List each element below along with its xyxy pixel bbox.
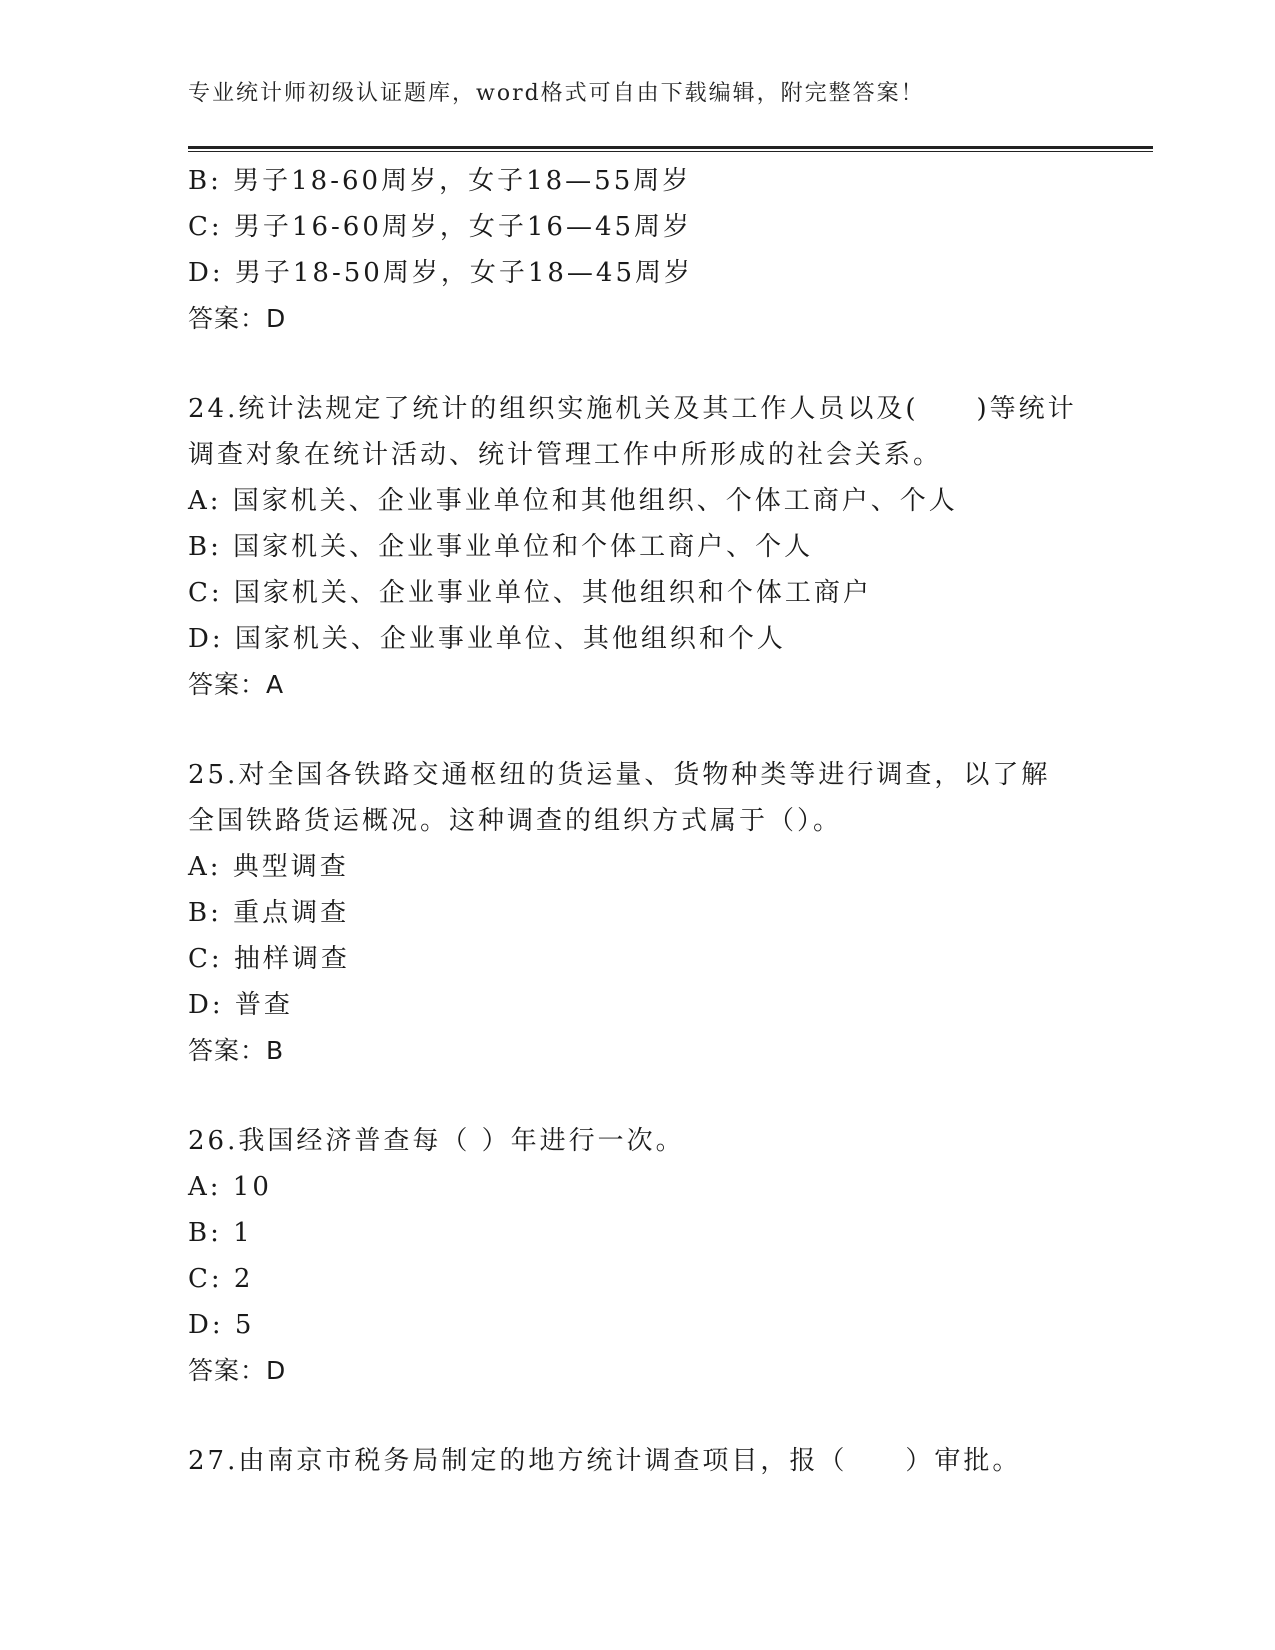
question-stem: 26.我国经济普查每（ ）年进行一次。: [188, 1126, 685, 1156]
answer-label: 答案：D: [188, 304, 287, 333]
option-d: D: 5: [188, 1310, 255, 1340]
question-content: [188, 158, 1088, 1484]
question-block-26: [188, 1118, 1088, 1394]
question-block-25: [188, 752, 1088, 1074]
option-c: C: 抽样调查: [188, 944, 350, 974]
option-b: B: 国家机关、企业事业单位和个体工商户、个人: [188, 532, 814, 562]
page-header: 专业统计师初级认证题库，word格式可自由下载编辑，附完整答案！: [188, 81, 925, 106]
question-stem: 27.由南京市税务局制定的地方统计调查项目，报（ ）审批。: [188, 1446, 1022, 1476]
question-block-27: [188, 1438, 1088, 1484]
option-a: A: 国家机关、企业事业单位和其他组织、个体工商户、个人: [188, 486, 958, 516]
header-divider-thin: [188, 151, 1153, 152]
option-c: C: 2: [188, 1264, 254, 1294]
question-block-24: [188, 386, 1088, 708]
option-b: B: 男子18-60周岁，女子18—55周岁: [188, 166, 692, 196]
option-d: D: 男子18-50周岁，女子18—45周岁: [188, 258, 693, 288]
option-d: D: 普查: [188, 990, 293, 1020]
answer-label: 答案：B: [188, 1036, 285, 1065]
option-c: C: 男子16-60周岁，女子16—45周岁: [188, 212, 693, 242]
option-d: D: 国家机关、企业事业单位、其他组织和个人: [188, 624, 786, 654]
option-b: B: 1: [188, 1218, 253, 1248]
question-stem: 25.对全国各铁路交通枢纽的货运量、货物种类等进行调查，以了解全国铁路货运概况。这种调查的组织方式属于（）。: [188, 760, 1051, 836]
option-c: C: 国家机关、企业事业单位、其他组织和个体工商户: [188, 578, 872, 608]
option-b: B: 重点调查: [188, 898, 350, 928]
header-divider-thick: [188, 146, 1153, 149]
answer-label: 答案：D: [188, 1356, 287, 1385]
option-a: A: 10: [188, 1172, 272, 1202]
question-block-prev: [188, 158, 1088, 342]
answer-label: 答案：A: [188, 670, 285, 699]
option-a: A: 典型调查: [188, 852, 349, 882]
question-stem: 24.统计法规定了统计的组织实施机关及其工作人员以及( )等统计调查对象在统计活动、统计管理工作中所形成的社会关系。: [188, 394, 1077, 470]
